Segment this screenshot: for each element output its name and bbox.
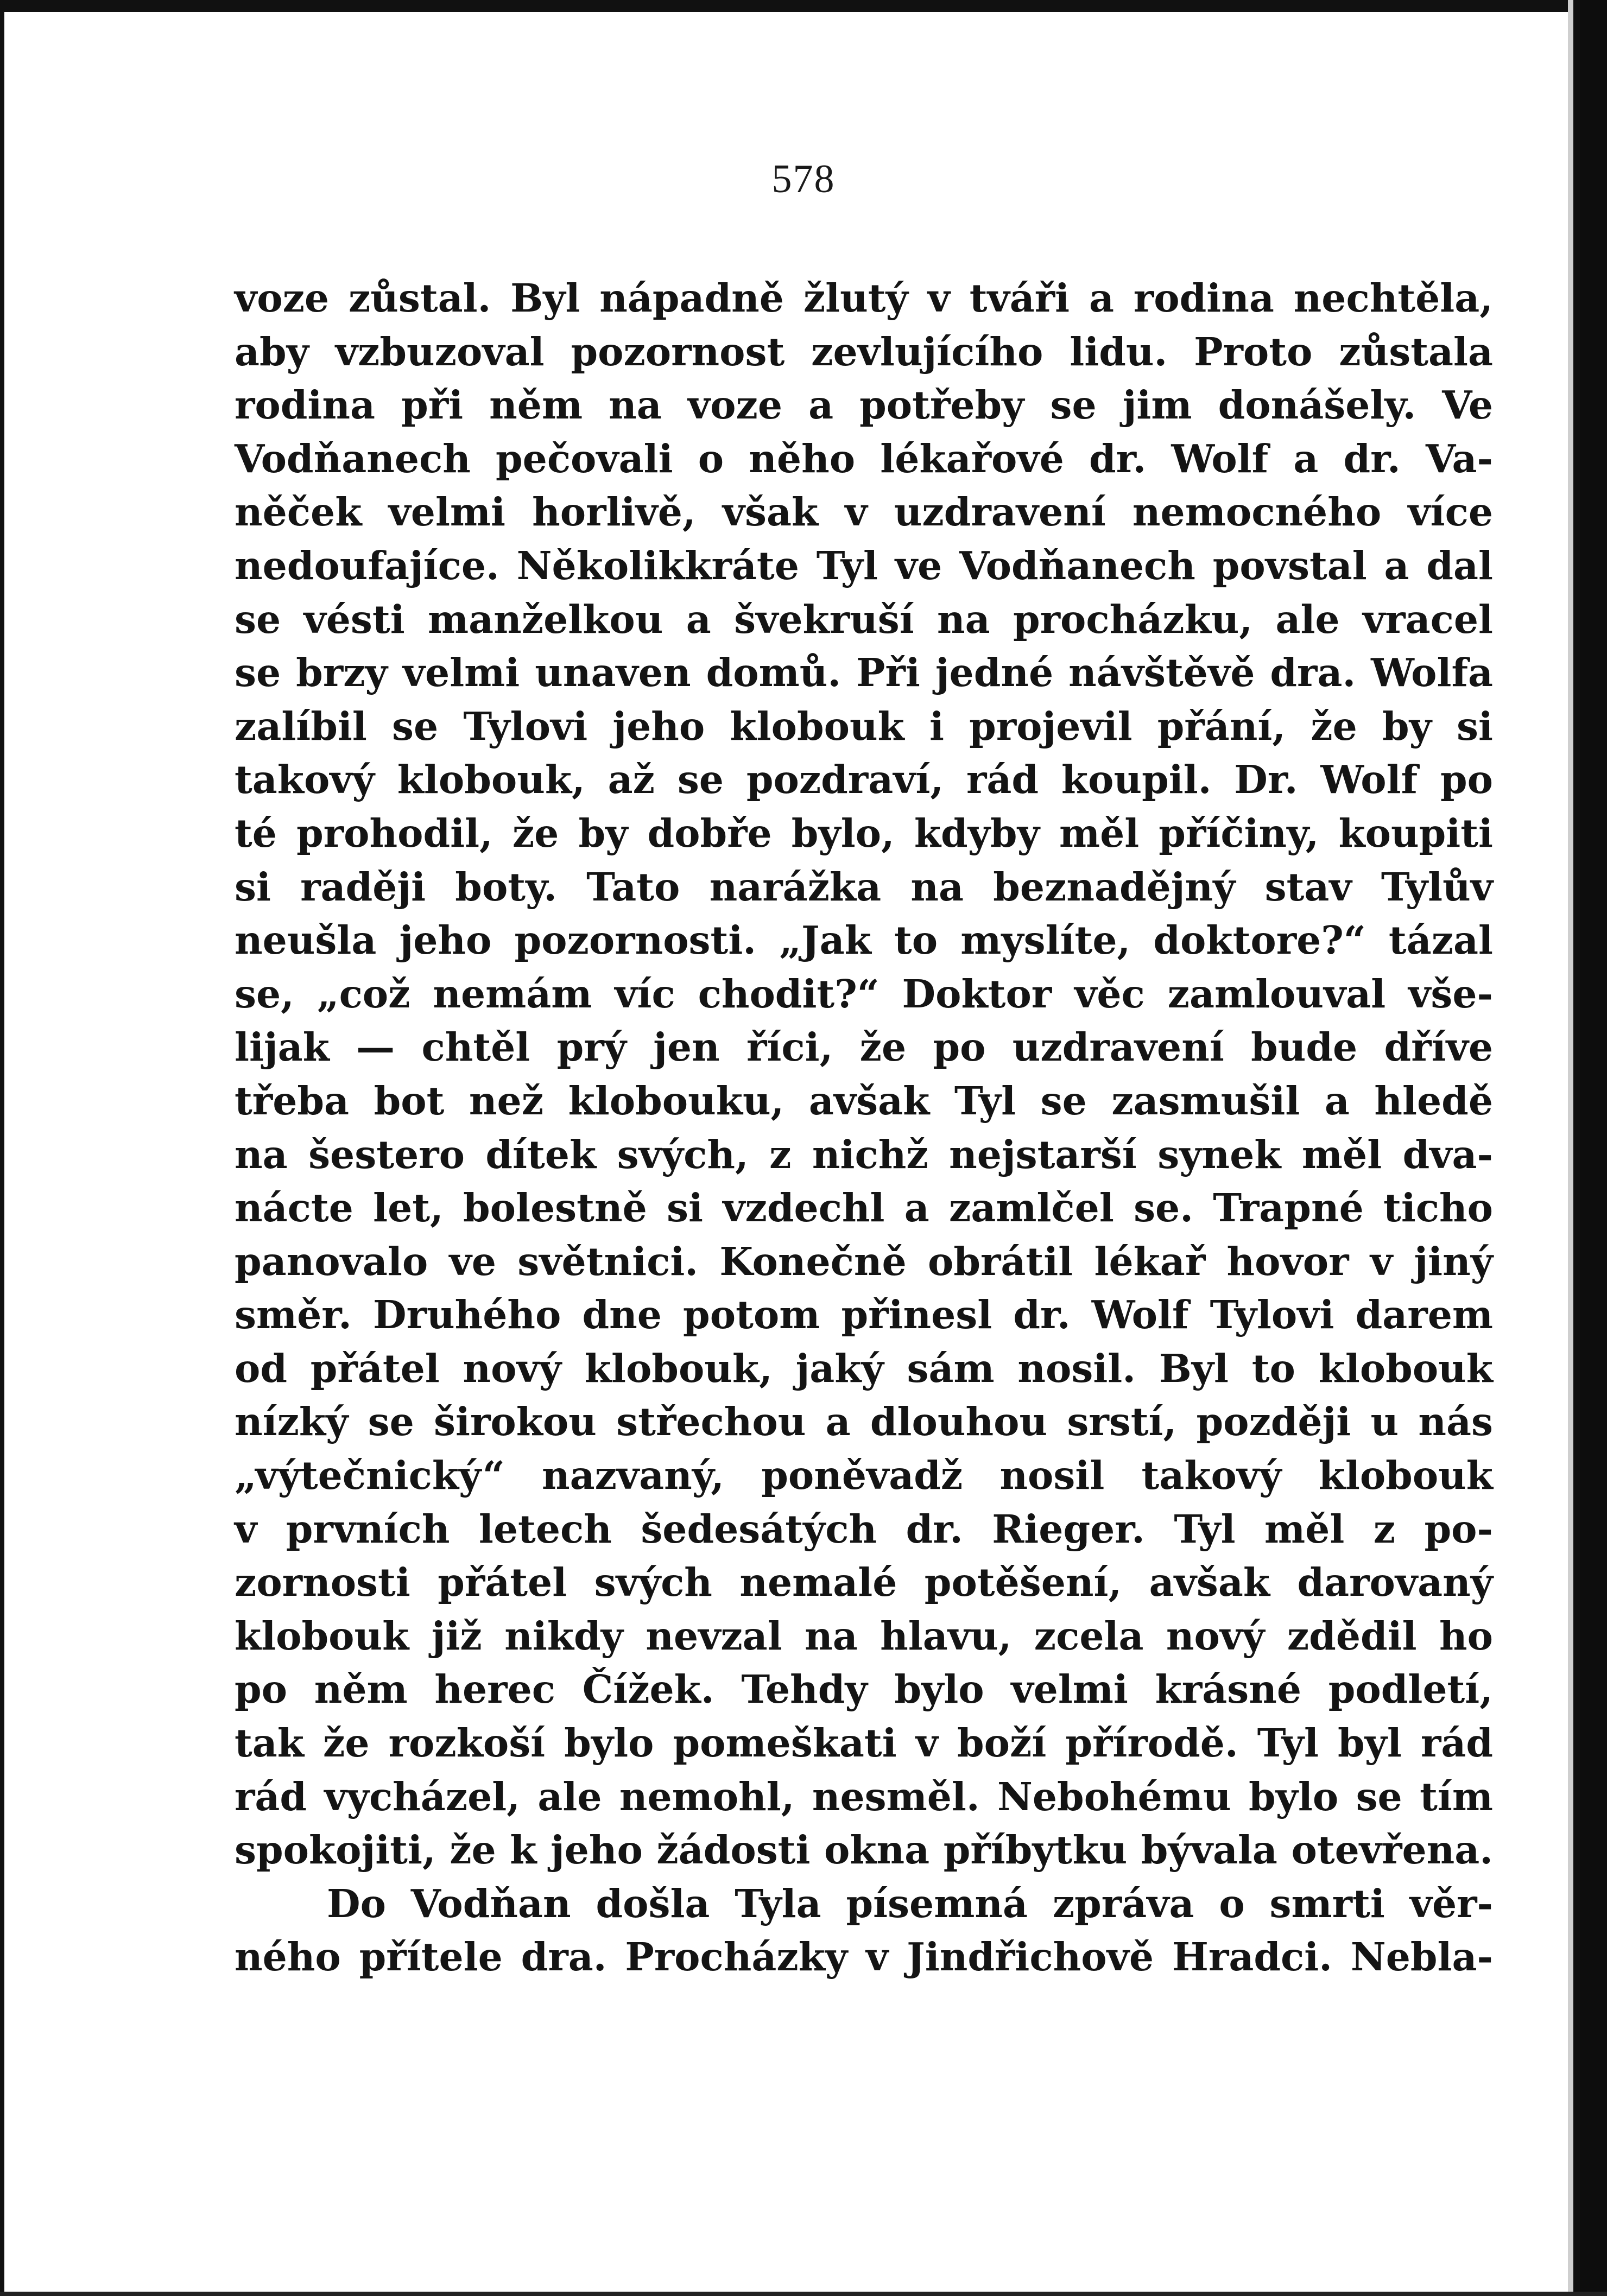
- text-line: si raději boty. Tato narážka na beznadějný stav Tylův: [235, 864, 1493, 910]
- text-line: od přátel nový klobouk, jaký sám nosil. Byl to klobouk: [235, 1345, 1493, 1391]
- text-line: voze zůstal. Byl nápadně žlutý v tváři a rodina nechtěla,: [235, 275, 1493, 321]
- text-line: takový klobouk, až se pozdraví, rád koupil. Dr. Wolf po: [235, 757, 1493, 803]
- text-line: se vésti manželkou a švekruší na procházku, ale vracel: [235, 596, 1493, 642]
- text-line: ného přítele dra. Procházky v Jindřichově Hradci. Nebla-: [235, 1934, 1493, 1980]
- text-line: neušla jeho pozornosti. „Jak to myslíte, doktore?“ tázal: [235, 917, 1493, 963]
- text-line: zalíbil se Tylovi jeho klobouk i projevil přání, že by si: [235, 703, 1493, 749]
- body-text: [235, 271, 1493, 1984]
- text-line: panovalo ve světnici. Konečně obrátil lékař hovor v jiný: [235, 1238, 1493, 1284]
- text-line: v prvních letech šedesátých dr. Rieger. Tyl měl z po-: [235, 1506, 1493, 1552]
- text-line: nedoufajíce. Několikkráte Tyl ve Vodňanech povstal a dal: [235, 542, 1493, 588]
- text-line: se, „což nemám víc chodit?“ Doktor věc zamlouval vše-: [235, 971, 1493, 1017]
- text-line: rodina při něm na voze a potřeby se jim donášely. Ve: [235, 382, 1493, 428]
- text-line: tak že rozkoší bylo pomeškati v boží přírodě. Tyl byl rád: [235, 1720, 1493, 1766]
- text-line: rád vycházel, ale nemohl, nesměl. Nebohému bylo se tím: [235, 1773, 1493, 1819]
- text-line: aby vzbuzoval pozornost zevlujícího lidu. Proto zůstala: [235, 328, 1493, 375]
- text-line: Do Vodňan došla Tyla písemná zpráva o smrti věr-: [327, 1880, 1493, 1926]
- text-line: se brzy velmi unaven domů. Při jedné návštěvě dra. Wolfa: [235, 650, 1493, 696]
- text-line: po něm herec Čížek. Tehdy bylo velmi krásné podletí,: [235, 1666, 1493, 1713]
- scan-border-left: [0, 0, 4, 2296]
- text-line: směr. Druhého dne potom přinesl dr. Wolf Tylovi darem: [235, 1292, 1493, 1338]
- text-line: spokojiti, že k jeho žádosti okna příbytku bývala otevřena.: [235, 1827, 1493, 1873]
- text-line: nízký se širokou střechou a dlouhou srstí, později u nás: [235, 1399, 1493, 1445]
- scan-border-bottom: [0, 2292, 1607, 2296]
- scan-border-top: [0, 0, 1607, 12]
- scan-border-right: [1573, 0, 1607, 2296]
- scan-border-right-shadow: [1568, 0, 1573, 2296]
- text-line: něček velmi horlivě, však v uzdravení nemocného více: [235, 489, 1493, 535]
- text-line: zornosti přátel svých nemalé potěšení, avšak darovaný: [235, 1559, 1493, 1606]
- text-line: lijak — chtěl prý jen říci, že po uzdravení bude dříve: [235, 1024, 1493, 1070]
- text-line: „výtečnický“ nazvaný, poněvadž nosil takový klobouk: [235, 1453, 1493, 1499]
- text-line: třeba bot než klobouku, avšak Tyl se zasmušil a hledě: [235, 1077, 1493, 1124]
- text-line: na šestero dítek svých, z nichž nejstarší synek měl dva-: [235, 1131, 1493, 1177]
- text-line: nácte let, bolestně si vzdechl a zamlčel se. Trapné ticho: [235, 1185, 1493, 1231]
- text-line: klobouk již nikdy nevzal na hlavu, zcela nový zdědil ho: [235, 1613, 1493, 1659]
- text-line: Vodňanech pečovali o něho lékařové dr. Wolf a dr. Va-: [235, 435, 1493, 481]
- page-number: 578: [771, 157, 836, 201]
- text-line: té prohodil, že by dobře bylo, kdyby měl příčiny, koupiti: [235, 810, 1493, 856]
